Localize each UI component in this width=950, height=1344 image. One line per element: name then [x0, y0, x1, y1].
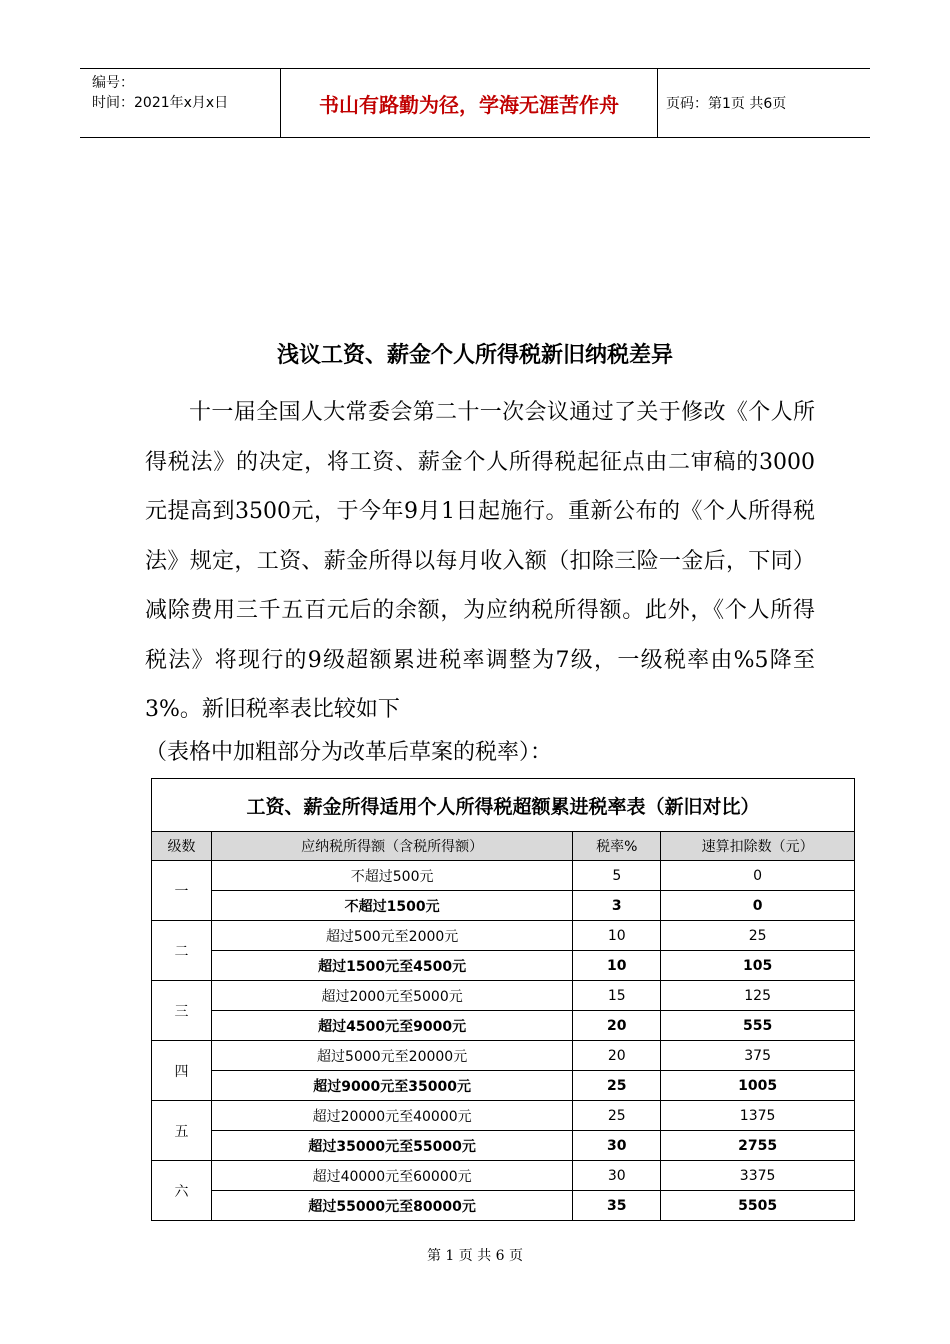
old-range-cell: 超过40000元至60000元: [211, 1161, 572, 1191]
old-rate-cell: 30: [573, 1161, 661, 1191]
new-deduction-cell: 555: [661, 1011, 855, 1041]
table-row: [152, 1071, 855, 1101]
table-row: [152, 921, 855, 951]
new-rate-cell: 10: [573, 951, 661, 981]
level-cell: 六: [152, 1161, 212, 1221]
page-header: [80, 68, 870, 138]
level-cell: 三: [152, 981, 212, 1041]
old-range-cell: 超过5000元至20000元: [211, 1041, 572, 1071]
table-row: [152, 861, 855, 891]
table-header-row: [152, 832, 855, 861]
old-range-cell: 超过20000元至40000元: [211, 1101, 572, 1131]
old-deduction-cell: 375: [661, 1041, 855, 1071]
table-row: [152, 891, 855, 921]
table-row: [152, 1131, 855, 1161]
level-cell: 四: [152, 1041, 212, 1101]
old-rate-cell: 15: [573, 981, 661, 1011]
header-number: 编号：: [92, 75, 134, 91]
new-range-cell: 超过1500元至4500元: [211, 951, 572, 981]
old-rate-cell: 10: [573, 921, 661, 951]
new-range-cell: 超过4500元至9000元: [211, 1011, 572, 1041]
new-deduction-cell: 0: [661, 891, 855, 921]
new-deduction-cell: 105: [661, 951, 855, 981]
level-cell: 五: [152, 1101, 212, 1161]
header-time: 时间：2021年x月x日: [92, 95, 229, 111]
tax-rate-table: [151, 778, 855, 1221]
old-range-cell: 超过500元至2000元: [211, 921, 572, 951]
table-row: [152, 951, 855, 981]
new-rate-cell: 25: [573, 1071, 661, 1101]
new-deduction-cell: 5505: [661, 1191, 855, 1221]
level-cell: 一: [152, 861, 212, 921]
table-row: [152, 1161, 855, 1191]
document-title: 浅议工资、薪金个人所得税新旧纳税差异: [276, 343, 673, 368]
header-deduction: 速算扣除数（元）: [661, 832, 855, 861]
table-row: [152, 1041, 855, 1071]
table-row: [152, 1191, 855, 1221]
new-rate-cell: 20: [573, 1011, 661, 1041]
header-motto: 书山有路勤为径，学海无涯苦作舟: [280, 69, 658, 137]
old-rate-cell: 25: [573, 1101, 661, 1131]
old-rate-cell: 5: [573, 861, 661, 891]
table-row: [152, 1101, 855, 1131]
new-range-cell: 超过55000元至80000元: [211, 1191, 572, 1221]
header-income: 应纳税所得额（含税所得额）: [211, 832, 572, 861]
old-deduction-cell: 25: [661, 921, 855, 951]
new-deduction-cell: 1005: [661, 1071, 855, 1101]
new-rate-cell: 30: [573, 1131, 661, 1161]
header-level: 级数: [152, 832, 212, 861]
table-caption: 工资、薪金所得适用个人所得税超额累进税率表（新旧对比）: [152, 779, 855, 832]
new-rate-cell: 35: [573, 1191, 661, 1221]
table-row: [152, 981, 855, 1011]
old-deduction-cell: 3375: [661, 1161, 855, 1191]
new-range-cell: 不超过1500元: [211, 891, 572, 921]
header-rate: 税率%: [573, 832, 661, 861]
header-meta: [80, 69, 280, 137]
old-deduction-cell: 1375: [661, 1101, 855, 1131]
old-deduction-cell: 125: [661, 981, 855, 1011]
level-cell: 二: [152, 921, 212, 981]
old-range-cell: 不超过500元: [211, 861, 572, 891]
header-page-info: 页码：第1页 共6页: [666, 96, 787, 112]
old-rate-cell: 20: [573, 1041, 661, 1071]
new-deduction-cell: 2755: [661, 1131, 855, 1161]
new-range-cell: 超过35000元至55000元: [211, 1131, 572, 1161]
old-deduction-cell: 0: [661, 861, 855, 891]
body-paragraph-end: （表格中加粗部分为改革后草案的税率）：: [145, 740, 553, 765]
table-row: [152, 1011, 855, 1041]
new-range-cell: 超过9000元至35000元: [211, 1071, 572, 1101]
new-rate-cell: 3: [573, 891, 661, 921]
old-range-cell: 超过2000元至5000元: [211, 981, 572, 1011]
body-paragraph: 十一届全国人大常委会第二十一次会议通过了关于修改《个人所得税法》的决定，将工资、薪金个人所得税起征点由二审稿的3000元提高到3500元，于今年9月1日起施行。重新公布的《个人所得税法》规定，工资、薪金所得以每月收入额（扣除三险一金后，下同）减除费用三千五百元后的余额，为应纳税所得额。此外，《个人所得税法》将现行的9级超额累进税率调整为7级，一级税率由%5降至3%。新旧税率表比较如下: [145, 400, 815, 722]
page-footer: 第 1 页 共 6 页: [426, 1248, 524, 1264]
